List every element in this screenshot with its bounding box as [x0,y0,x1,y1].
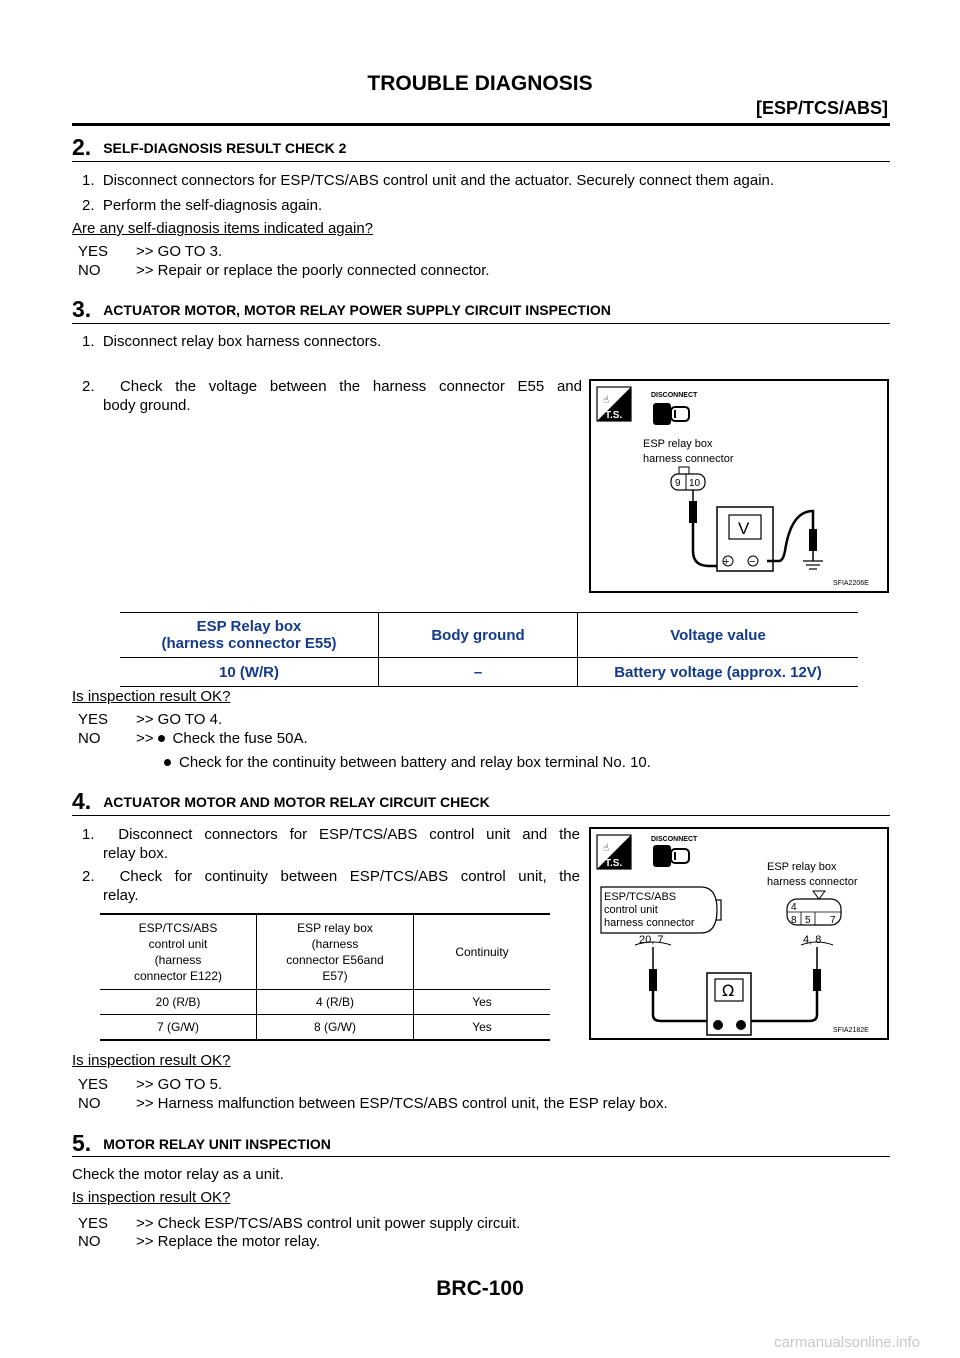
terminal-right [736,1020,746,1030]
answer-text: >> Replace the motor relay. [136,1233,320,1250]
answer-key: YES [78,1215,109,1232]
pin-7: 7 [830,915,836,926]
step-number: 5. [72,1130,92,1156]
probe-red [689,501,697,523]
table-row [100,1015,550,1041]
answer-key: NO [78,262,101,279]
table-cell: – [379,658,578,687]
disconnect-label: DISCONNECT [651,392,698,399]
ts-label: T.S. [605,858,623,869]
table-cell: Yes [472,995,492,1009]
lead-wire-2 [747,991,817,1021]
connector-label-1: ESP relay box [643,438,713,450]
header-cell [100,914,257,990]
step-4-question: Is inspection result OK? [72,1052,231,1069]
disconnect-connector-icon [653,845,689,867]
lead-wire-2 [767,511,813,561]
relay-box-connector [787,891,841,926]
step-number: 2. [72,134,92,160]
relay-label-2: harness connector [767,876,858,888]
ground-symbol [803,561,823,569]
relay-label-1: ESP relay box [767,861,837,873]
table-cell: 4 (R/B) [257,990,414,1015]
answer-bullet-text: Check the fuse 50A. [172,730,308,747]
watermark: carmanualsonline.info [774,1334,920,1351]
step-number: 4. [72,788,92,814]
header-line: connector E56and [286,953,384,967]
step-4-item-1: 1. Disconnect connectors for ESP/TCS/ABS control unit and the [82,826,580,843]
answer-text: >> Repair or replace the poorly connected connector. [136,262,490,279]
table-row [120,658,858,687]
step-5-item-1: Check the motor relay as a unit. [72,1166,284,1183]
header-line: E57) [322,969,348,983]
step-rule [72,161,890,162]
answer-text: >> Check ESP/TCS/ABS control unit power supply circuit. [136,1215,521,1232]
page-subtitle: [ESP/TCS/ABS] [755,98,888,118]
step-4-yes [78,1075,222,1095]
hand-icon: ☝ [603,395,610,406]
figure-continuity-check [589,827,889,1040]
pin-4: 4 [791,902,797,913]
step-3-no-bullet-2 [160,753,651,773]
harness-connector [671,467,705,490]
step-2-heading [72,132,346,159]
answer-prefix: >> [136,730,154,747]
continuity-table [100,913,550,1041]
step-title: MOTOR RELAY UNIT INSPECTION [103,1136,331,1152]
table-cell: 7 (G/W) [100,1015,257,1041]
header-cell: Continuity [455,945,509,959]
step-4-heading [72,786,490,813]
meter-symbol: Ω [722,981,735,1000]
disconnect-label: DISCONNECT [651,836,698,843]
step-4-item-2-cont: relay. [103,887,139,904]
header-line: (harness [154,953,202,967]
minus-sign: − [749,556,756,568]
step-5-yes [78,1214,520,1234]
step-5-heading [72,1128,331,1155]
terminal-left [713,1020,723,1030]
table-cell: Yes [472,1020,492,1034]
answer-bullet-text: Check for the continuity between battery and relay box terminal No. 10. [179,754,651,771]
step-title: ACTUATOR MOTOR, MOTOR RELAY POWER SUPPLY CIRCUIT INSPECTION [103,302,611,318]
step-5-no [78,1232,320,1252]
table-cell: 8 (G/W) [257,1015,414,1041]
meter-symbol: V [738,519,750,538]
answer-key: YES [78,243,109,260]
cu-label-3: harness connector [604,917,695,929]
probe-right [813,969,821,991]
header-cell [120,613,379,658]
step-3-item-2: 2. Check the voltage between the harness connector E55 and [82,378,582,395]
probe-left [649,969,657,991]
step-2-yes [78,242,222,262]
bullet-icon [158,735,165,742]
connector-label-2: harness connector [643,453,734,465]
step-4-no [78,1094,668,1114]
answer-text: >> Harness malfunction between ESP/TCS/ABS control unit, the ESP relay box. [136,1095,668,1112]
answer-key: NO [78,1233,101,1250]
header-line: connector E122) [133,969,223,983]
step-3-item-1: 1. Disconnect relay box harness connectors. [82,333,382,350]
step-2-no [78,261,490,281]
figure-diagram [591,381,887,591]
table-cell: 10 (W/R) [120,658,379,687]
step-5-question: Is inspection result OK? [72,1189,231,1206]
step-2-item-1: 1. Disconnect connectors for ESP/TCS/ABS control unit and the actuator. Securely connect them again. [82,172,775,189]
header-line: control unit [148,937,208,951]
step-3-item-2-cont: body ground. [103,397,191,414]
step-rule [72,1156,890,1157]
step-title: SELF-DIAGNOSIS RESULT CHECK 2 [103,140,347,156]
answer-text: >> GO TO 5. [136,1076,223,1093]
ts-label: T.S. [605,410,623,421]
figure-diagram [591,829,887,1038]
figure-code: SFIA2206E [833,580,869,587]
answer-key: YES [78,711,109,728]
header-cell: Voltage value [670,626,766,644]
header-rule [72,123,890,126]
header-line: (harness connector E55) [161,635,337,652]
page-number: BRC-100 [436,1277,524,1300]
pin-10: 10 [689,478,701,489]
header-line: ESP relay box [297,921,373,935]
cu-label-2: control unit [604,904,658,916]
pin-9: 9 [675,478,681,489]
step-number: 3. [72,296,92,322]
probe-black [809,529,817,551]
pins-right-label: 4, 8 [803,934,822,946]
cu-label-1: ESP/TCS/ABS [604,891,677,903]
step-4-item-1-cont: relay box. [103,845,169,862]
hand-icon: ☝ [603,843,610,854]
step-3-no [78,729,308,749]
step-3-yes [78,710,222,730]
table-header-row [100,914,550,990]
step-rule [72,323,890,324]
control-unit-connector [601,887,721,933]
header-cell: Body ground [379,613,578,658]
pins-left-label: 20, 7 [639,934,664,946]
figure-voltage-check [589,379,889,593]
header-line: (harness [311,937,359,951]
table-cell: 20 (R/B) [100,990,257,1015]
answer-key: YES [78,1076,109,1093]
step-2-question: Are any self-diagnosis items indicated again? [72,220,374,237]
step-3-question: Is inspection result OK? [72,688,231,705]
answer-text: >> GO TO 4. [136,711,223,728]
answer-text: >> GO TO 3. [136,243,223,260]
header-line: ESP Relay box [196,618,302,635]
step-title: ACTUATOR MOTOR AND MOTOR RELAY CIRCUIT CHECK [103,794,490,810]
step-rule [72,815,890,816]
disconnect-connector-icon [653,403,689,425]
step-4-item-2: 2. Check for continuity between ESP/TCS/ABS control unit, the [82,868,580,885]
table-cell: Battery voltage (approx. 12V) [614,663,822,681]
pin-8: 8 [791,915,797,926]
step-3-heading [72,294,611,321]
step-2-item-2: 2. Perform the self-diagnosis again. [82,197,323,214]
voltage-table [120,612,858,687]
header-line: ESP/TCS/ABS [138,921,218,935]
pin-5: 5 [805,915,811,926]
header-cell [257,914,414,990]
lead-wire-1 [653,991,711,1021]
plus-sign: + [723,556,730,568]
table-row [100,990,550,1015]
answer-key: NO [78,1095,101,1112]
bullet-icon [164,759,171,766]
figure-code: SFIA2182E [833,1027,869,1034]
table-header-row [120,613,858,658]
answer-key: NO [78,730,101,747]
page-title: TROUBLE DIAGNOSIS [367,72,593,95]
